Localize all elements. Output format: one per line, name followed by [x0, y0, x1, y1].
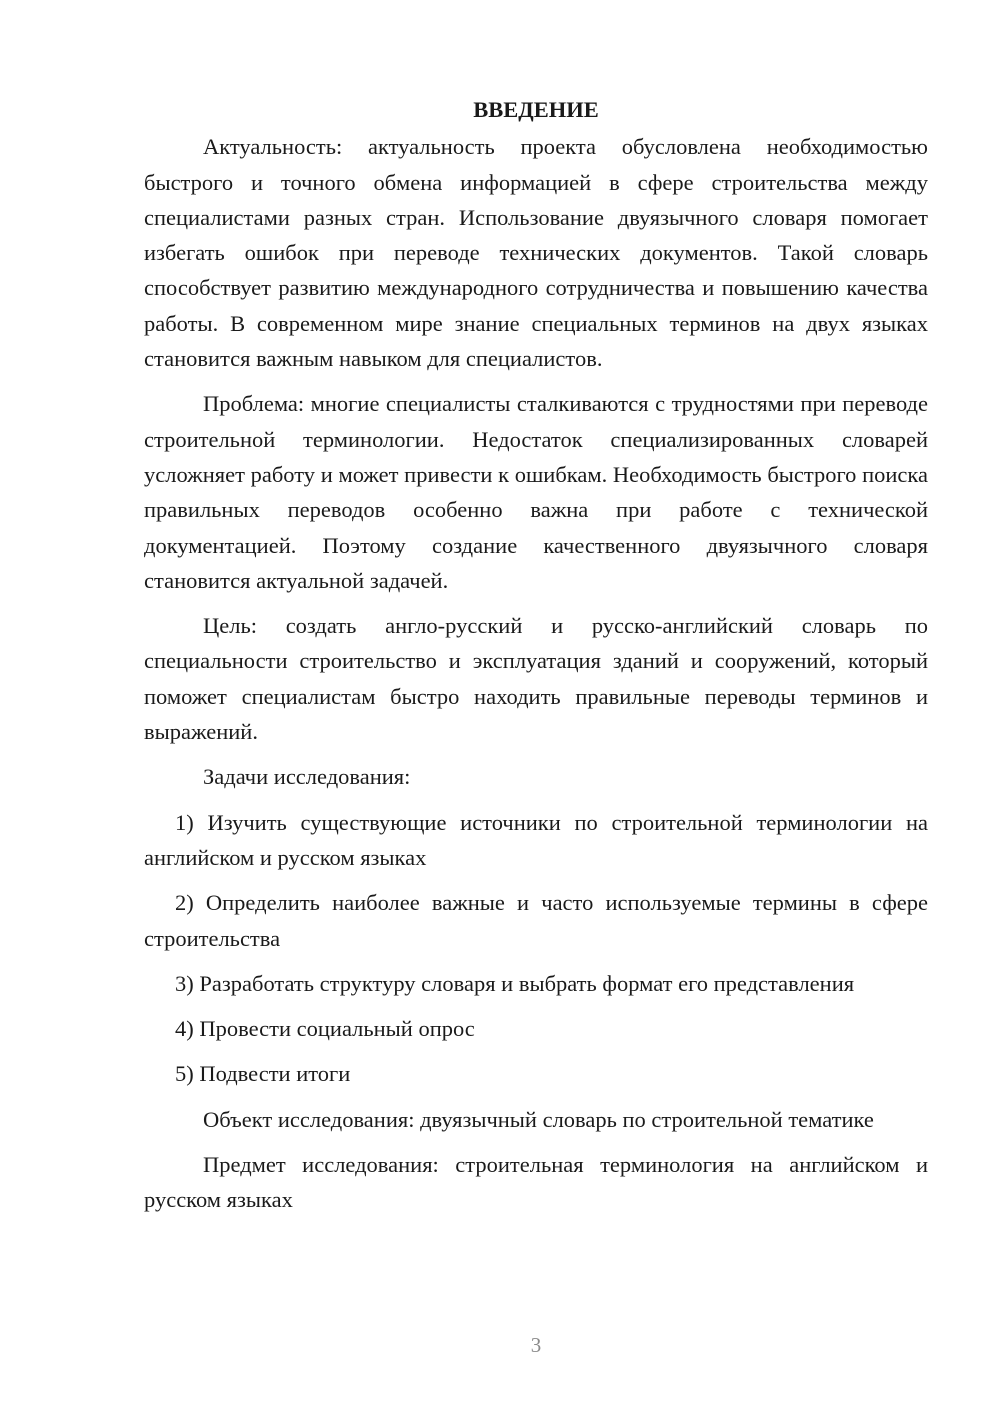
- paragraph-goal: Цель: создать англо-русский и русско-английский словарь по специальности строительство и эксплуатация зданий и сооружений, который поможет специалистам быстро находить правильные переводы терминов и выражений.: [144, 613, 928, 745]
- task-item: 5) Подвести итоги: [175, 1061, 351, 1087]
- section-title: ВВЕДЕНИЕ: [473, 97, 599, 122]
- paragraph-tasks-heading: Задачи исследования:: [203, 764, 411, 790]
- paragraph-relevance: Актуальность: актуальность проекта обусловлена необходимостью быстрого и точного обмена информацией в сфере строительства между специалистами разных стран. Использование двуязычного словаря помогает избегать ошибок при переводе технических документов. Такой словарь способствует развитию международного сотрудничества и повышению качества работы. В современном мире знание специальных терминов на двух языках становится важным навыком для специалистов.: [144, 134, 928, 372]
- document-body: [144, 92, 928, 1228]
- page-number: 3: [530, 1333, 542, 1357]
- task-item: 1) Изучить существующие источники по строительной терминологии на английском и русском языках: [144, 809, 928, 870]
- paragraph-object: Объект исследования: двуязычный словарь по строительной тематике: [203, 1106, 874, 1132]
- paragraph-problem: Проблема: многие специалисты сталкиваются с трудностями при переводе строительной терминологии. Недостаток специализированных словарей усложняет работу и может привести к ошибкам. Необходимость быстрого поиска правильных переводов особенно важна при работе с технической документацией. Поэтому создание качественного двуязычного словаря становится актуальной задачей.: [144, 391, 928, 593]
- task-item: 2) Определить наиболее важные и часто используемые термины в сфере строительства: [144, 890, 928, 951]
- task-item: 4) Провести социальный опрос: [175, 1016, 475, 1042]
- task-item: 3) Разработать структуру словаря и выбрать формат его представления: [175, 970, 855, 996]
- paragraph-subject: Предмет исследования: строительная терминология на английском и русском языках: [144, 1152, 928, 1213]
